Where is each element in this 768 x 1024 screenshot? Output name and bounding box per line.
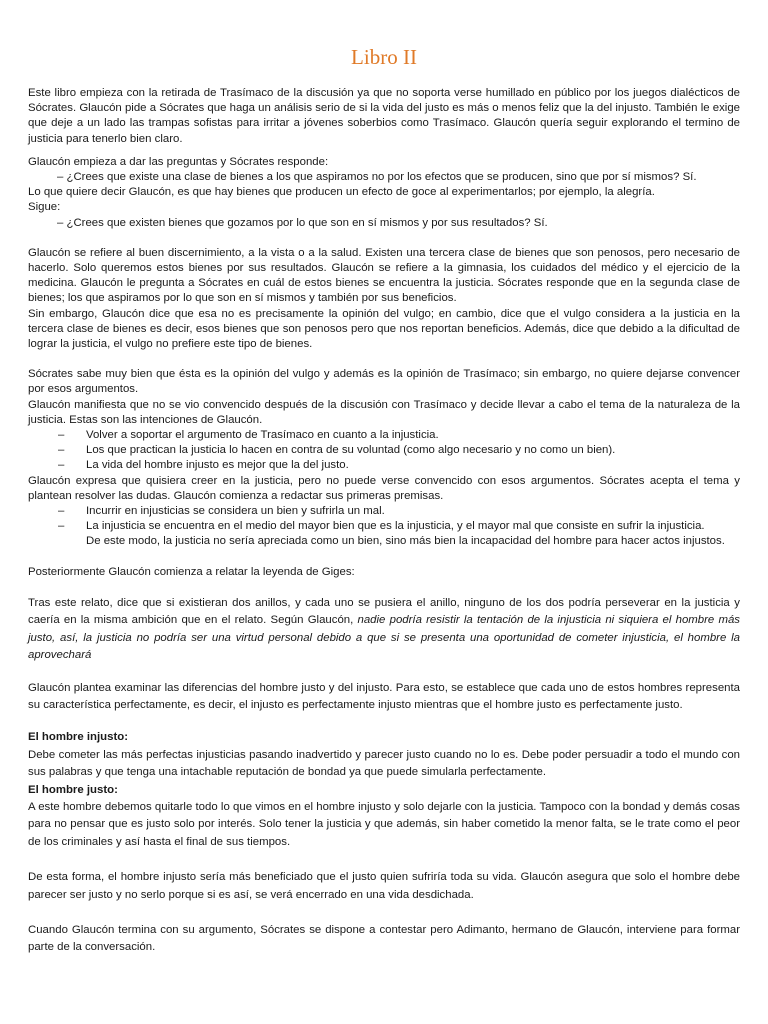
heading-hombre-injusto: El hombre injusto: [28,731,128,744]
paragraph-conclusion: De esta forma, el hombre injusto sería más beneficiado que el justo quien sufriría toda su vida. Glaucón asegura que solo el hombre debe parecer ser justo y no serlo porque si es así, se verá encerrado en una vida desdichada. [28,871,740,901]
paragraph-socrates-opinion: Sócrates sabe muy bien que ésta es la opinión del vulgo y además es la opinión de Trasímaco; sin embargo, no quiere dejarse convencer por esos argumentos. [28,368,740,396]
italic-quote: nadie podría resistir la tentación de la injusticia ni siquiera el hombre más justo, así, la justicia no podría ser una virtud personal debido a que si se presenta una oportunidad de cometer injusticia, el hombre la aprovechará [28,614,740,662]
dialogue-intro: Glaucón empieza a dar las preguntas y Sócrates responde: [28,155,329,168]
list-item: – La injusticia se encuentra en el medio del mayor bien que es la injusticia, y el mayor mal que consiste en sufrir la injusticia. [58,520,705,533]
list-item: – Incurrir en injusticias se considera un bien y sufrirla un mal. [58,505,385,518]
paragraph-diferencias: Glaucón plantea examinar las diferencias del hombre justo y del injusto. Para esto, se establece que cada uno de estos hombres representa su característica perfectamente, es decir, el injusto es perfectamente injusto mientras que el hombre justo es perfectamente justo. [28,681,740,711]
dialogue-explanation: Lo que quiere decir Glaucón, es que hay bienes que producen un efecto de goce al experimentarlos; por ejemplo, la alegría. [28,186,655,199]
dialogue-question-1: – ¿Crees que existe una clase de bienes a los que aspiramos no por los efectos que se producen, sino que por sí mismos? Sí. [57,171,697,184]
list-item: – Volver a soportar el argumento de Trasímaco en cuanto a la injusticia. [58,429,439,442]
dialogue-block [28,155,740,231]
paragraph-vulgo: Sin embargo, Glaucón dice que esa no es precisamente la opinión del vulgo; en cambio, dice que el vulgo considera a la justicia en la tercera clase de bienes es decir, esos bienes que son penosos pero que nos reportan beneficios. Además, dice que debido a la dificultad de lograr la justicia, el vulgo no prefiere este tipo de bienes. [28,307,740,351]
paragraph-anillos: Tras este relato, dice que si existieran dos anillos, y cada uno se pusiera el anillo, ninguno de los dos podría perseverar en la justicia y caería en la misma ambición que en el relato. Según Glaucón, nadie podría resistir la tentación de la injusticia ni siquiera el hombre más justo, así, la justicia no podría ser una virtud personal debido a que si se presenta una oportunidad de cometer injusticia, el hombre la aprovechará [28,596,740,662]
paragraph-premises: Glaucón expresa que quisiera creer en la justicia, pero no puede verse convencido con esos argumentos. Sócrates acepta el tema y plantean resolver las dudas. Glaucón comienza a redactar sus primeras premisas. [28,474,740,502]
intentions-list [28,428,740,474]
paragraph-intro: Este libro empieza con la retirada de Trasímaco de la discusión ya que no soporta verse humillado en público por los juegos dialécticos de Sócrates. Glaucón pide a Sócrates que haga un análisis serio de si la vida del justo es más o menos feliz que la del injusto. También le exige que deje a un lado las trampas sofistas para irritar a jóvenes soberbios como Trasímaco. Glaucón quería seguir explorando el termino de justicia para tenerlo bien claro. [28,87,740,145]
heading-hombre-justo: El hombre justo: [28,783,118,796]
paragraph-adimanto: Cuando Glaucón termina con su argumento, Sócrates se dispone a contestar pero Adimanto, hermano de Glaucón, interviene para formar parte de la conversación. [28,923,740,954]
dialogue-question-2: – ¿Crees que existen bienes que gozamos por lo que son en sí mismos y por sus resultados? Sí. [57,216,548,229]
paragraph-bienes: Glaucón se refiere al buen discernimiento, a la vista o a la salud. Existen una tercera clase de bienes que son penosos, pero necesario de hacerlo. Solo queremos estos bienes por sus resultados. Glaucón se refiere a la gimnasia, los cuidados del médico y el ejercicio de la medicina. Glaucón le pregunta a Sócrates en cuál de estos bienes se encuentra la justicia. Sócrates responde que en la segunda clase de bienes; los que aspiramos por lo que son en sí mismos y también por sus beneficios. [28,246,740,305]
paragraph-glaucon-intentions: Glaucón manifiesta que no se vio convencido después de la discusión con Trasímaco y decide llevar a cabo el tema de la naturaleza de la justicia. Estas son las intenciones de Glaucón. [28,398,740,426]
chapter-title: Libro II [351,45,417,69]
list-item: – La vida del hombre injusto es mejor que la del justo. [58,459,349,472]
premises-continuation: De este modo, la justicia no sería apreciada como un bien, sino más bien la incapacidad del hombre para hacer actos injustos. [86,535,725,548]
dialogue-sigue: Sigue: [28,201,61,214]
paragraph-hombre-justo: A este hombre debemos quitarle todo lo que vimos en el hombre injusto y solo dejarle con la justicia. Tampoco con la bondad y demás cosas para no pensar que es justo solo por interés. Solo tener la justicia y que además, sin haber cometido la menor falta, se le trate como el peor de los criminales y así hasta el final de sus tiempos. [28,800,740,848]
list-item: – Los que practican la justicia lo hacen en contra de su voluntad (como algo necesario y no como un bien). [58,444,616,457]
paragraph-giges: Posteriormente Glaucón comienza a relatar la leyenda de Giges: [28,565,355,578]
paragraph-hombre-injusto: Debe cometer las más perfectas injusticias pasando inadvertido y parecer justo cuando no lo es. Debe poder persuadir a todo el mundo con sus palabras y que tenga una intachable reputación de bondad ya que puede simularla perfectamente. [28,748,740,779]
premises-list [28,504,740,534]
